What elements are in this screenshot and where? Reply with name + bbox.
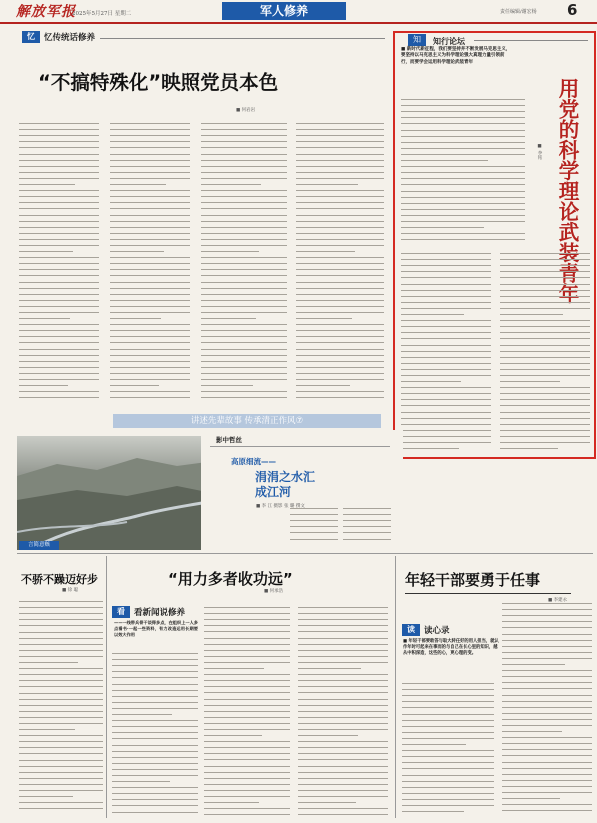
featured-body-a xyxy=(401,96,525,246)
inset-body-col2 xyxy=(343,505,391,547)
tag-rule xyxy=(100,38,385,39)
featured-summary: ■ 新时代新征程，我们要坚持并不断发展马克思主义，要坚持以马克思主义为科学理论强大真理力量引领前行，而要学会运用科学理论武装青年 xyxy=(401,47,511,65)
article-body-col2 xyxy=(110,120,190,404)
text-line xyxy=(401,234,525,240)
inset-byline: ■ 李 江 摄影 张 璐 撰文 xyxy=(256,504,305,509)
article-byline: ■ 李建永 xyxy=(548,598,568,603)
newspaper-logo: 解放军报 xyxy=(16,4,76,20)
featured-body-b xyxy=(401,250,491,454)
kanxin-summary: ——一线带兵骨干谈得多点，在组织上一人多点看书·一起一些资料，有力改造运用长期要以效大作用 xyxy=(114,620,198,638)
column-tag-duxinlu xyxy=(402,624,450,636)
article-body-col1 xyxy=(402,680,494,818)
article-byline: ■ 徐 聪 xyxy=(62,588,79,593)
article-body-col1 xyxy=(19,120,99,404)
article-headline: 不骄不躁迈好步 xyxy=(21,573,98,586)
inset-title: 涓涓之水汇成江河 xyxy=(255,470,316,499)
series-banner: 讲述先辈故事 传承清正作风⑦ xyxy=(113,414,381,428)
text-line xyxy=(343,533,391,539)
text-line xyxy=(19,803,103,809)
text-line xyxy=(290,533,338,539)
column-tag-icon: 知 xyxy=(408,34,426,46)
text-line xyxy=(401,443,459,449)
article-body-col3 xyxy=(298,604,388,818)
headline-rule xyxy=(405,593,571,594)
text-line xyxy=(204,809,290,815)
text-line xyxy=(296,392,384,398)
article-body-col2 xyxy=(204,604,290,818)
featured-author: ■ 李铭 xyxy=(537,144,542,160)
inset-body-col1 xyxy=(290,505,338,547)
masthead xyxy=(0,0,597,24)
text-line xyxy=(201,392,287,398)
editor-credit: 责任编辑/谢宏杨 xyxy=(500,9,537,15)
text-line xyxy=(298,809,388,815)
featured-vertical-title: 用党的科学理论武装青年 xyxy=(555,78,579,304)
text-line xyxy=(110,392,190,398)
column-tag-icon: 忆 xyxy=(22,31,40,43)
column-tag-yichuantong xyxy=(22,31,95,43)
text-line xyxy=(19,392,99,398)
text-line xyxy=(402,806,464,812)
horizontal-divider xyxy=(17,553,593,554)
column-tag-icon: 看 xyxy=(112,606,130,618)
featured-body-c xyxy=(500,250,590,454)
article-headline: “用力多者收功远” xyxy=(168,570,293,588)
column-tag-kanxinwen xyxy=(112,606,185,618)
text-line xyxy=(500,443,558,449)
article-headline: 年轻干部要勇于任事 xyxy=(405,571,541,589)
text-line xyxy=(112,806,198,812)
photo-label: 言简意赅 xyxy=(19,541,59,550)
article-body-col4 xyxy=(296,120,384,404)
tag-rule xyxy=(474,40,588,41)
vertical-divider xyxy=(106,556,107,818)
inset-kicker: 高原细流—— xyxy=(231,457,276,466)
inset-rule xyxy=(210,446,390,447)
article-body xyxy=(19,598,103,816)
article-byline: ■ 何岩岩 xyxy=(236,108,256,113)
vertical-divider xyxy=(395,556,396,818)
text-line xyxy=(502,805,592,811)
column-tag-label: 忆传统话修养 xyxy=(44,33,96,43)
article-body-col2 xyxy=(502,600,592,818)
page-number: 6 xyxy=(567,1,578,19)
column-tag-icon: 读 xyxy=(402,624,420,636)
column-tag-label: 读心录 xyxy=(424,626,450,636)
issue-date: 2025年5月27日 星期二 xyxy=(72,11,132,17)
article-body-col1 xyxy=(112,650,198,818)
column-tag-yingzhong: 影中哲丝 xyxy=(216,436,242,444)
column-tag-label: 看新闻说修养 xyxy=(134,608,186,618)
duxin-summary: ■ 年轻干部要敢答与取大转任好的用人担当，就认作年时可起来在事而的与自己在长心里的知识，越从中积深造，这些的心，更心理的变。 xyxy=(403,639,499,657)
article-body-col3 xyxy=(201,120,287,404)
article-byline: ■ 何承浩 xyxy=(264,589,284,594)
article-headline: “不搞特殊化”映照党员本色 xyxy=(38,71,279,94)
section-title: 军人修养 xyxy=(222,2,346,20)
column-tag-zhixing: 知行论坛 xyxy=(433,37,465,46)
